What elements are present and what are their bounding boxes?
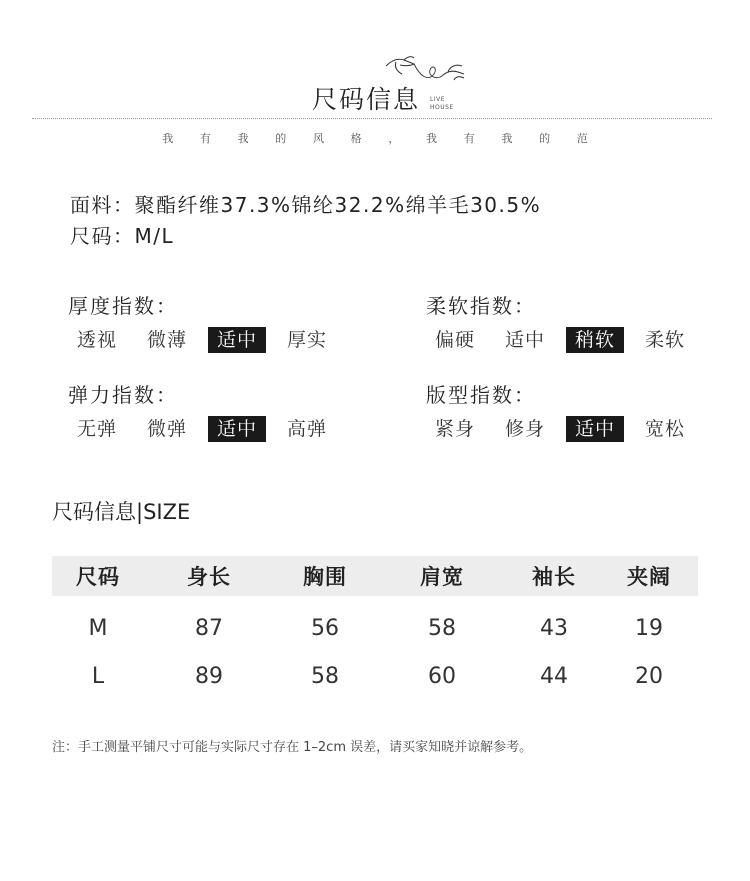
table-row [52,652,698,700]
slogan-char: 格 [350,132,362,145]
column-header: 胸围 [274,556,376,596]
table-cell: 44 [540,663,568,689]
table-cell: 56 [311,615,339,641]
index-option: 偏硬 [434,329,475,351]
index-option-selected: 适中 [566,416,624,442]
table-cell: 43 [540,615,568,641]
slogan-char: 我 [237,132,249,145]
table-cell: 19 [635,615,663,641]
slogan-char: 有 [463,132,475,145]
fabric-info: 面料：聚酯纤维37.3%锦纶32.2%绵羊毛30.5% [70,193,542,217]
column-header: 尺码 [52,556,144,596]
index-option: 透视 [76,329,117,351]
slogan-char: 我 [501,132,513,145]
measurement-note: 注：手工测量平铺尺寸可能与实际尺寸存在 1–2cm 误差，请买家知晓并谅解参考。 [52,740,533,755]
slogan-char: 的 [539,132,551,145]
index-options [68,327,348,353]
slogan-char: ， [388,132,400,145]
index-options [68,416,348,442]
index-title: 弹力指数： [68,383,178,407]
index-option: 适中 [504,329,545,351]
slogan-char: 的 [275,132,287,145]
table-cell: 60 [428,663,456,689]
column-header: 夹阔 [600,556,698,596]
index-options [426,327,706,353]
index-option: 微薄 [146,329,187,351]
index-title: 厚度指数： [68,294,178,318]
index-option-selected: 适中 [208,416,266,442]
table-cell: M [88,615,108,641]
size-info: 尺码：M/L [70,224,175,248]
hands-logo-icon [384,52,466,88]
slogan-char: 我 [162,132,174,145]
table-header-row [52,556,698,596]
size-section-heading: 尺码信息|SIZE [52,500,191,524]
brand-mark [430,96,454,112]
column-header: 身长 [144,556,274,596]
divider [32,118,712,119]
table-cell: 58 [311,663,339,689]
index-option: 宽松 [644,418,685,440]
index-option: 微弹 [146,418,187,440]
index-option: 高弹 [286,418,327,440]
table-cell: 58 [428,615,456,641]
brand-line: HOUSE [430,104,454,111]
index-option: 紧身 [434,418,475,440]
index-option: 柔软 [644,329,685,351]
index-option-selected: 适中 [208,327,266,353]
index-block-thickness [68,290,348,353]
index-block-softness [426,290,706,353]
index-option: 修身 [504,418,545,440]
index-title: 版型指数： [426,383,536,407]
brand-line: LIVE [430,96,446,103]
table-cell: 87 [195,615,223,641]
table-row [52,596,698,652]
slogan-char: 范 [576,132,588,145]
index-option: 厚实 [286,329,327,351]
slogan [0,130,750,146]
index-option-selected: 稍软 [566,327,624,353]
slogan-char: 风 [312,132,324,145]
index-block-fit [426,379,706,442]
slogan-char: 有 [199,132,211,145]
index-option: 无弹 [76,418,117,440]
table-cell: 20 [635,663,663,689]
slogan-char: 我 [426,132,438,145]
size-table [52,556,698,700]
index-block-elasticity [68,379,348,442]
column-header: 肩宽 [376,556,508,596]
page-title: 尺码信息 [312,85,421,114]
column-header: 袖长 [508,556,600,596]
table-cell: 89 [195,663,223,689]
index-options [426,416,706,442]
table-cell: L [91,663,105,689]
index-title: 柔软指数： [426,294,536,318]
